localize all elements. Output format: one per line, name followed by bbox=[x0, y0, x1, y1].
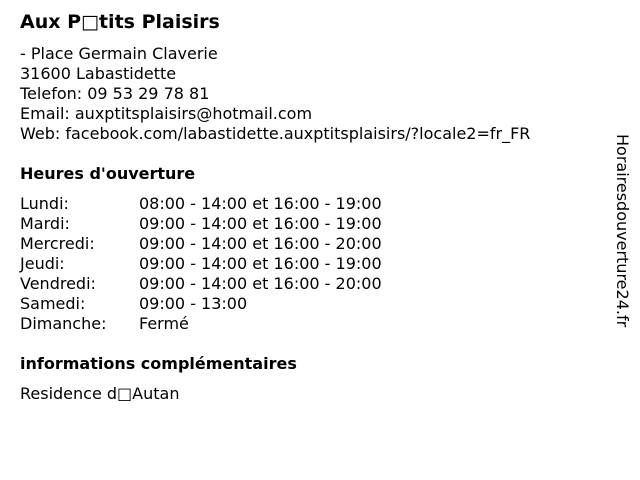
site-watermark-text: Horairesdouverture24.fr bbox=[613, 134, 632, 328]
hours-time: Fermé bbox=[139, 314, 189, 333]
address-street: - Place Germain Claverie bbox=[20, 44, 218, 63]
email-line: Email: auxptitsplaisirs@hotmail.com bbox=[20, 104, 313, 123]
info-heading: informations complémentaires bbox=[20, 354, 297, 373]
web-line: Web: facebook.com/labastidette.auxptitsplaisirs/?locale2=fr_FR bbox=[20, 124, 531, 143]
hours-day: Lundi: bbox=[20, 194, 69, 213]
hours-heading: Heures d'ouverture bbox=[20, 164, 196, 183]
hours-day: Samedi: bbox=[20, 294, 86, 313]
phone-line: Telefon: 09 53 29 78 81 bbox=[20, 84, 210, 103]
hours-time: 09:00 - 14:00 et 16:00 - 20:00 bbox=[139, 234, 382, 253]
business-name: Aux P□tits Plaisirs bbox=[20, 11, 220, 33]
hours-time: 09:00 - 14:00 et 16:00 - 19:00 bbox=[139, 214, 382, 233]
hours-day: Mercredi: bbox=[20, 234, 95, 253]
hours-day: Vendredi: bbox=[20, 274, 96, 293]
hours-day: Dimanche: bbox=[20, 314, 107, 333]
hours-day: Jeudi: bbox=[20, 254, 65, 273]
hours-time: 09:00 - 14:00 et 16:00 - 19:00 bbox=[139, 254, 382, 273]
site-watermark bbox=[609, 134, 635, 346]
address-city: 31600 Labastidette bbox=[20, 64, 177, 83]
hours-time: 09:00 - 13:00 bbox=[139, 294, 248, 313]
hours-time: 08:00 - 14:00 et 16:00 - 19:00 bbox=[139, 194, 382, 213]
info-text: Residence d□Autan bbox=[20, 384, 180, 403]
hours-time: 09:00 - 14:00 et 16:00 - 20:00 bbox=[139, 274, 382, 293]
hours-day: Mardi: bbox=[20, 214, 70, 233]
contact-block bbox=[20, 44, 530, 144]
